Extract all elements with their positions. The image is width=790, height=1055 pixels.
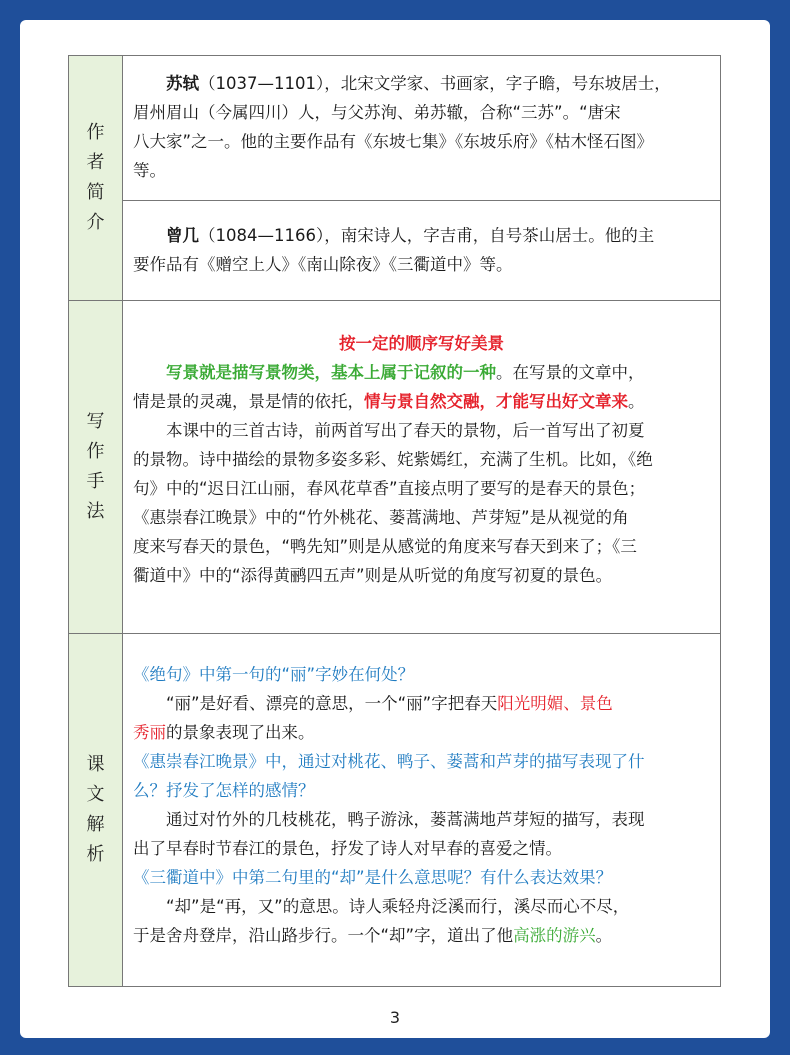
- su-shi-line: 苏轼（1037—1101），北宋文学家、书画家，字子瞻，号东坡居士，: [166, 74, 671, 93]
- zeng-ji-line: 曾几（1084—1166），南宋诗人，字吉甫，自号茶山居士。他的主: [166, 226, 655, 245]
- writing-p3: 句》中的“迟日江山丽，春风花草香”直接点明了要写的是春天的景色；: [133, 479, 646, 498]
- author-label: [69, 56, 123, 300]
- label-char: 课: [86, 754, 105, 775]
- writing-p3: 的景物。诗中描绘的景物多姿多彩、姹紫嫣红，充满了生机。比如，《绝: [133, 450, 653, 469]
- label-char: 写: [86, 411, 105, 432]
- analysis-content: [123, 634, 720, 986]
- label-char: 作: [86, 441, 105, 462]
- page-number: 3: [389, 1008, 401, 1027]
- zeng-ji-bio: [123, 201, 720, 301]
- label-char: 析: [86, 844, 105, 865]
- lesson-table: [68, 55, 721, 987]
- analysis-row: [69, 634, 720, 986]
- su-shi-line: 等。: [133, 161, 166, 180]
- writing-p3: 度来写春天的景色，“鸭先知”则是从感觉的角度来写春天到来了；《三: [133, 537, 637, 556]
- writing-p1: 写景就是描写景物类，基本上属于记叙的一种。在写景的文章中，: [166, 363, 645, 382]
- zeng-ji-line: 要作品有《赠空上人》《南山除夜》《三衢道中》等。: [133, 255, 513, 274]
- label-char: 法: [86, 501, 105, 522]
- label-char: 简: [86, 182, 105, 203]
- answer-3: 于是舍舟登岸，沿山路步行。一个“却”字，道出了他高涨的游兴。: [133, 926, 613, 945]
- answer-1: “丽”是好看、漂亮的意思，一个“丽”字把春天阳光明媚、景色: [166, 694, 613, 713]
- label-char: 作: [86, 122, 105, 143]
- author-row: [69, 56, 720, 301]
- analysis-label: [69, 634, 123, 986]
- answer-1: 秀丽的景象表现了出来。: [133, 723, 315, 742]
- writing-p2: 情是景的灵魂，景是情的依托，情与景自然交融，才能写出好文章来。: [133, 392, 645, 411]
- author-content: [123, 56, 720, 300]
- label-char: 文: [86, 784, 105, 805]
- writing-p3: 《惠崇春江晚景》中的“竹外桃花、蒌蒿满地、芦芽短”是从视觉的角: [133, 508, 629, 527]
- answer-2: 通过对竹外的几枝桃花，鸭子游泳，蒌蒿满地芦芽短的描写，表现: [166, 810, 645, 829]
- su-shi-line: 眉州眉山（今属四川）人，与父苏洵、弟苏辙，合称“三苏”。“唐宋: [133, 103, 621, 122]
- su-shi-line: 八大家”之一。他的主要作品有《东坡七集》《东坡乐府》《枯木怪石图》: [133, 132, 654, 151]
- label-char: 介: [86, 212, 105, 233]
- label-char: 手: [86, 471, 105, 492]
- writing-title: 按一定的顺序写好美景: [339, 334, 504, 353]
- writing-p3: 衢道中》中的“添得黄鹂四五声”则是从听觉的角度写初夏的景色。: [133, 566, 613, 585]
- question-2: 《惠崇春江晚景》中，通过对桃花、鸭子、蒌蒿和芦芽的描写表现了什: [133, 752, 645, 771]
- question-1: 《绝句》中第一句的“丽”字妙在何处？: [133, 665, 415, 684]
- writing-p3: 本课中的三首古诗，前两首写出了春天的景物，后一首写出了初夏: [166, 421, 645, 440]
- label-char: 者: [86, 152, 105, 173]
- label-char: 解: [86, 814, 105, 835]
- su-shi-bio: [123, 56, 720, 201]
- question-2: 么？抒发了怎样的感情？: [133, 781, 315, 800]
- question-3: 《三衢道中》中第二句里的“却”是什么意思呢？有什么表达效果？: [133, 868, 613, 887]
- answer-3: “却”是“再，又”的意思。诗人乘轻舟泛溪而行，溪尽而心不尽，: [166, 897, 630, 916]
- su-shi-name: 苏轼: [166, 74, 199, 93]
- writing-content: [123, 301, 720, 633]
- answer-2: 出了早春时节春江的景色，抒发了诗人对早春的喜爱之情。: [133, 839, 562, 858]
- zeng-ji-name: 曾几: [166, 226, 199, 245]
- writing-label: [69, 301, 123, 633]
- writing-row: [69, 301, 720, 634]
